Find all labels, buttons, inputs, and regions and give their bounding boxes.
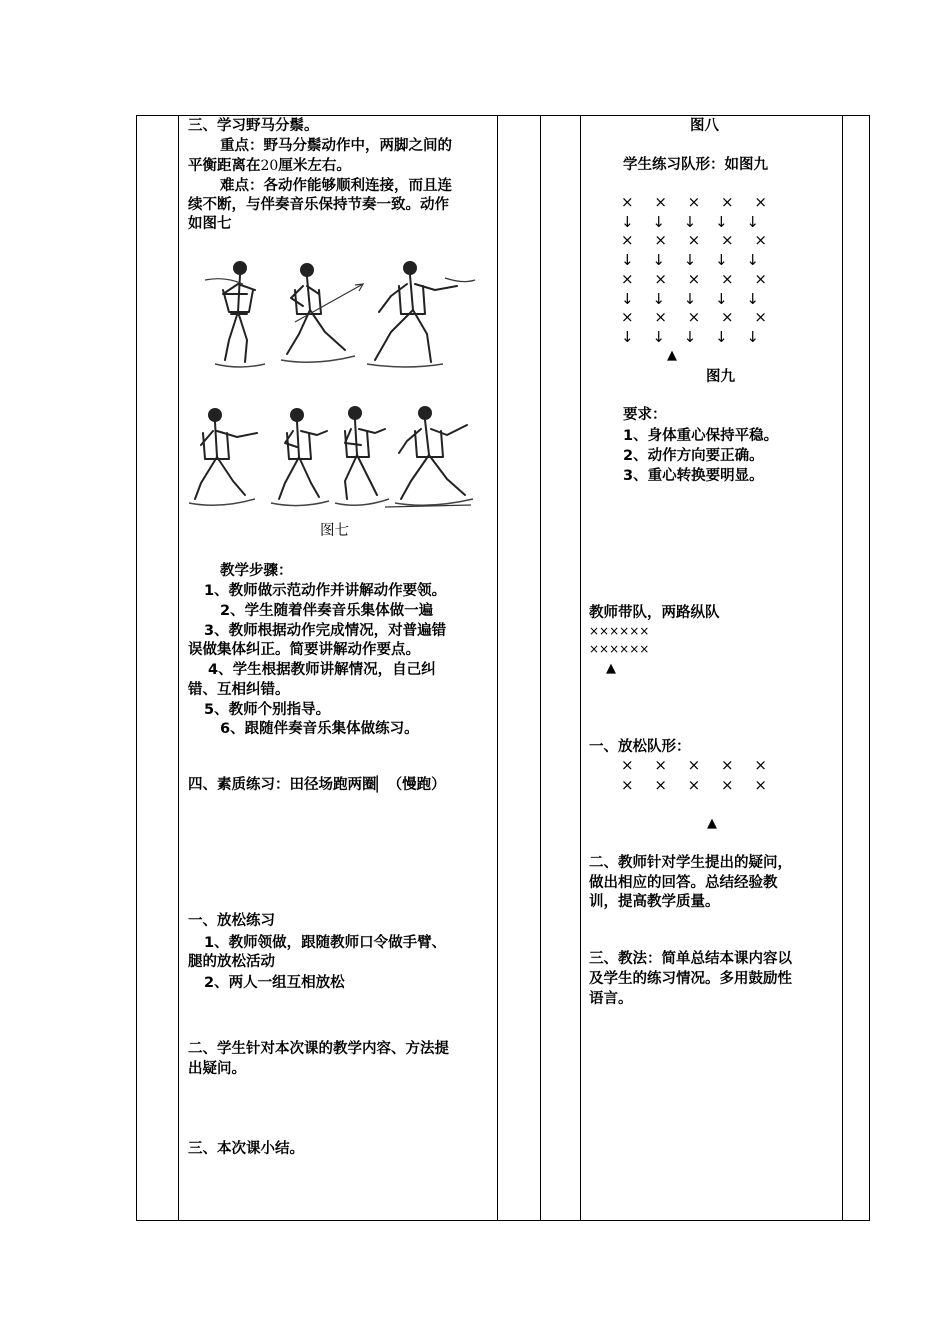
column-divider: [580, 115, 581, 1221]
figure7-bottom-row: [185, 395, 480, 520]
figure7-caption: 图七: [320, 523, 349, 539]
formation-row: × × × × ×: [621, 231, 775, 249]
difficulty-line2: 续不断，与伴奏音乐保持节奏一致。动作: [188, 197, 449, 213]
step-1: 1、教师做示范动作并讲解动作要领。: [204, 583, 447, 599]
questions-line1: 二、学生针对本次课的教学内容、方法提: [188, 1041, 449, 1057]
formation-row: × × × × ×: [621, 193, 775, 211]
formation-row: × × × × ×: [621, 270, 775, 288]
method-line3: 语言。: [589, 991, 633, 1007]
relax-formation-row: × × × × ×: [621, 756, 775, 774]
step-6: 6、跟随伴奏音乐集体做练习。: [220, 721, 419, 737]
column-formation-row: ××××××: [589, 624, 650, 638]
section3-title: 三、学习野马分鬃。: [188, 118, 319, 134]
relax-formation-title: 一、放松队形：: [589, 739, 691, 755]
taichi-pose: [335, 406, 389, 505]
step-3-line1: 3、教师根据动作完成情况，对普遍错: [204, 623, 447, 639]
answer-line2: 做出相应的回答。总结经验教: [589, 875, 778, 891]
key-point-line2: 平衡距离在20厘米左右。: [188, 158, 351, 174]
figure9-caption: 图九: [706, 369, 735, 385]
figure8-caption: 图八: [690, 118, 719, 134]
requirements-title: 要求：: [623, 407, 667, 423]
relax-formation-row: × × × × ×: [621, 776, 775, 794]
column-divider: [842, 115, 843, 1221]
step-4-line1: 4、学生根据教师讲解情况，自己纠: [208, 662, 436, 678]
figure7-top-row: [195, 250, 480, 375]
formation-arrows: ↓ ↓ ↓ ↓ ↓: [621, 290, 766, 308]
column-divider: [178, 115, 179, 1221]
step-3-line2: 误做集体纠正。简要讲解动作要点。: [188, 642, 420, 658]
step-5: 5、教师个别指导。: [204, 702, 331, 718]
step-2: 2、学生随着伴奏音乐集体做一遍: [220, 603, 434, 619]
answer-line3: 训，提高教学质量。: [589, 894, 720, 910]
taichi-pose: [189, 408, 257, 505]
relax-title: 一、放松练习: [188, 913, 275, 929]
column-divider: [540, 115, 541, 1221]
formation-arrows: ↓ ↓ ↓ ↓ ↓: [621, 251, 766, 269]
key-point-line1: 重点：野马分鬃动作中，两脚之间的: [220, 138, 452, 154]
requirement-2: 2、动作方向要正确。: [623, 448, 764, 464]
summary-title: 三、本次课小结。: [188, 1141, 304, 1157]
requirement-1: 1、身体重心保持平稳。: [623, 428, 779, 444]
teacher-marker-icon: ▲: [667, 348, 677, 363]
answer-line1: 二、教师针对学生提出的疑问，: [589, 855, 792, 871]
difficulty-line1: 难点：各动作能够顺利连接，而且连: [220, 178, 452, 194]
method-line2: 及学生的练习情况。多用鼓励性: [589, 971, 792, 987]
relax-step-2: 2、两人一组互相放松: [204, 975, 345, 991]
questions-line2: 出疑问。: [188, 1061, 246, 1077]
relax-step-1-line1: 1、教师领做，跟随教师口令做手臂、: [204, 935, 447, 951]
difficulty-line3: 如图七: [188, 216, 232, 232]
taichi-pose: [367, 261, 475, 367]
column-formation-row: ××××××: [589, 642, 650, 656]
taichi-pose: [271, 408, 329, 506]
teacher-marker-icon: ▲: [707, 816, 717, 831]
taichi-pose: [205, 261, 265, 367]
taichi-pose: [385, 406, 473, 507]
requirement-3: 3、重心转换要明显。: [623, 468, 764, 484]
formation-arrows: ↓ ↓ ↓ ↓ ↓: [621, 328, 766, 346]
taichi-pose: [281, 263, 363, 362]
method-line1: 三、教法：简单总结本课内容以: [589, 951, 792, 967]
lead-text: 教师带队，两路纵队: [589, 605, 720, 621]
formation-row: × × × × ×: [621, 308, 775, 326]
formation-title: 学生练习队形：如图九: [623, 157, 768, 173]
steps-title: 教学步骤：: [220, 563, 293, 579]
formation-arrows: ↓ ↓ ↓ ↓ ↓: [621, 213, 766, 231]
teacher-marker-icon: ▲: [606, 661, 616, 676]
column-divider: [497, 115, 498, 1221]
relax-step-1-line2: 腿的放松活动: [188, 954, 275, 970]
section4-title: 四、素质练习：田径场跑两圈▏（慢跑）: [188, 777, 446, 793]
step-4-line2: 错、互相纠错。: [188, 682, 290, 698]
